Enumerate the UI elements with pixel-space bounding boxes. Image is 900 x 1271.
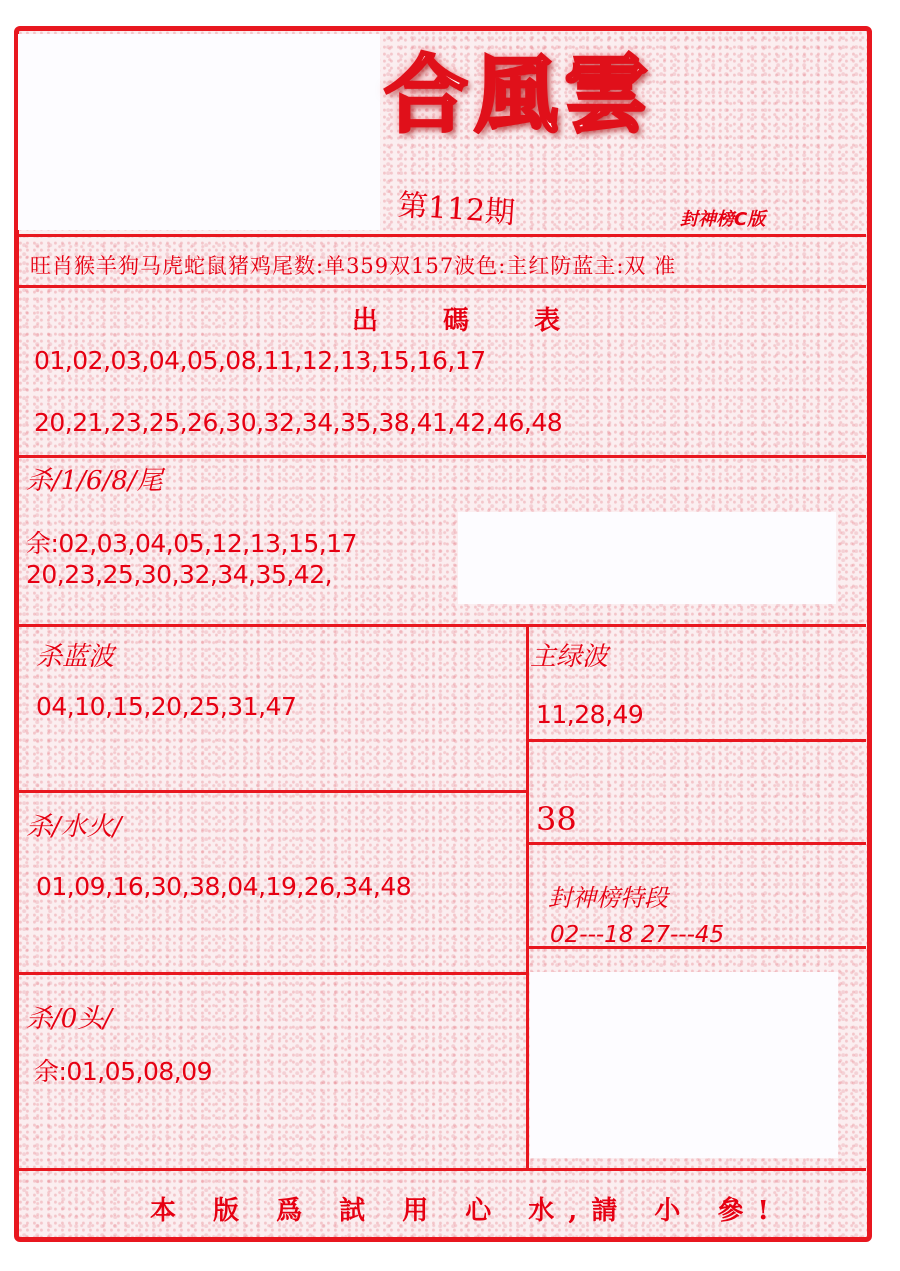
page-title: 合風雲 bbox=[384, 45, 655, 144]
divider-right-2 bbox=[526, 842, 866, 845]
divider-info bbox=[18, 285, 866, 288]
divider-header bbox=[18, 234, 866, 237]
logo-blank-area bbox=[18, 34, 380, 230]
main-green-numbers: 11,28,49 bbox=[536, 700, 644, 729]
single-number: 38 bbox=[536, 800, 577, 838]
kill-blue-numbers: 04,10,15,20,25,31,47 bbox=[36, 692, 297, 721]
tail-label: 杀/1/6/8/尾 bbox=[26, 466, 163, 496]
chart-row-1: 01,02,03,04,05,08,11,12,13,15,16,17 bbox=[34, 346, 486, 375]
footer-note: 本 版 爲 試 用 心 水,請 小 參! bbox=[150, 1196, 783, 1226]
kill-head-numbers: 余:01,05,08,09 bbox=[34, 1057, 213, 1086]
tail-row-1: 余:02,03,04,05,12,13,15,17 bbox=[26, 529, 358, 558]
tail-row-2: 20,23,25,30,32,34,35,42, bbox=[26, 560, 333, 589]
divider-right-1 bbox=[526, 739, 866, 742]
divider-column bbox=[526, 624, 529, 1170]
special-label: 封神榜特段 bbox=[548, 884, 668, 912]
divider-left-2 bbox=[18, 972, 528, 975]
blank-area-bottom bbox=[530, 972, 838, 1158]
kill-element-label: 杀/水火/ bbox=[26, 812, 122, 842]
kill-element-numbers: 01,09,16,30,38,04,19,26,34,48 bbox=[36, 872, 412, 901]
chart-row-2: 20,21,23,25,26,30,32,34,35,38,41,42,46,48 bbox=[34, 408, 563, 437]
divider-tail bbox=[18, 624, 866, 627]
main-green-label: 主绿波 bbox=[530, 642, 609, 672]
divider-footer bbox=[18, 1168, 866, 1171]
blank-area-right bbox=[458, 512, 836, 604]
divider-left-1 bbox=[18, 790, 528, 793]
kill-blue-label: 杀蓝波 bbox=[36, 642, 115, 672]
kill-head-label: 杀/0头/ bbox=[26, 1004, 113, 1034]
info-line: 旺肖猴羊狗马虎蛇鼠猪鸡尾数:单359双157波色:主红防蓝主:双 准 bbox=[30, 254, 677, 278]
edition-label: 封神榜C版 bbox=[680, 209, 766, 230]
chart-heading: 出 碼 表 bbox=[352, 306, 589, 336]
divider-chart bbox=[18, 455, 866, 458]
special-numbers: 02---18 27---45 bbox=[550, 922, 725, 948]
issue-number: 第112期 bbox=[396, 187, 517, 232]
